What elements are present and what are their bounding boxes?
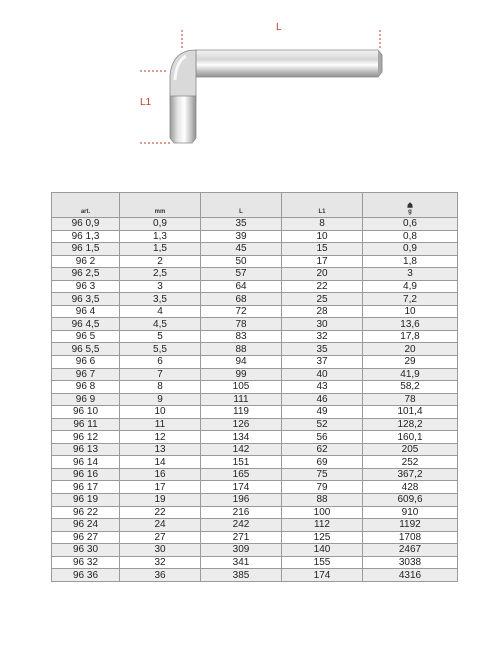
table-row (52, 230, 458, 243)
cell-mm: 12 (120, 431, 201, 444)
cell-art: 96 27 (52, 531, 120, 544)
table-row (52, 343, 458, 356)
cell-mm: 6 (120, 356, 201, 369)
table-row (52, 531, 458, 544)
cell-length: 134 (201, 431, 282, 444)
cell-short-arm: 125 (282, 531, 363, 544)
table-header-row (52, 193, 458, 218)
cell-short-arm: 88 (282, 494, 363, 507)
cell-mm: 11 (120, 418, 201, 431)
cell-art: 96 24 (52, 519, 120, 532)
short-arm (170, 96, 196, 143)
cell-weight: 3038 (363, 556, 458, 569)
cell-weight: 58,2 (363, 381, 458, 394)
cell-art: 96 16 (52, 468, 120, 481)
cell-short-arm: 140 (282, 544, 363, 557)
cell-art: 96 11 (52, 418, 120, 431)
cell-short-arm: 52 (282, 418, 363, 431)
cell-length: 50 (201, 255, 282, 268)
spec-table-body (52, 218, 458, 582)
cell-weight: 29 (363, 356, 458, 369)
cell-short-arm: 100 (282, 506, 363, 519)
cell-mm: 0,9 (120, 218, 201, 231)
cell-short-arm: 112 (282, 519, 363, 532)
cell-weight: 367,2 (363, 468, 458, 481)
cell-mm: 19 (120, 494, 201, 507)
cell-length: 64 (201, 280, 282, 293)
cell-length: 94 (201, 356, 282, 369)
cell-art: 96 14 (52, 456, 120, 469)
table-row (52, 218, 458, 231)
cell-art: 96 1,3 (52, 230, 120, 243)
cell-length: 341 (201, 556, 282, 569)
cell-length: 174 (201, 481, 282, 494)
cell-short-arm: 56 (282, 431, 363, 444)
cell-art: 96 32 (52, 556, 120, 569)
cell-weight: 128,2 (363, 418, 458, 431)
cell-art: 96 5 (52, 330, 120, 343)
cell-weight: 609,6 (363, 494, 458, 507)
cell-length: 242 (201, 519, 282, 532)
cell-length: 271 (201, 531, 282, 544)
spec-table (51, 192, 458, 582)
cell-weight: 1708 (363, 531, 458, 544)
cell-weight: 41,9 (363, 368, 458, 381)
cell-short-arm: 25 (282, 293, 363, 306)
cell-length: 45 (201, 243, 282, 256)
cell-short-arm: 62 (282, 443, 363, 456)
cell-art: 96 0,9 (52, 218, 120, 231)
cell-mm: 10 (120, 406, 201, 419)
table-row (52, 243, 458, 256)
cell-short-arm: 22 (282, 280, 363, 293)
cell-weight: 101,4 (363, 406, 458, 419)
cell-short-arm: 10 (282, 230, 363, 243)
cell-art: 96 1,5 (52, 243, 120, 256)
cell-length: 111 (201, 393, 282, 406)
cell-art: 96 19 (52, 494, 120, 507)
header-weight-unit: g (408, 209, 412, 215)
cell-weight: 205 (363, 443, 458, 456)
cell-art: 96 36 (52, 569, 120, 582)
cell-art: 96 2 (52, 255, 120, 268)
cell-short-arm: 37 (282, 356, 363, 369)
cell-weight: 3 (363, 268, 458, 281)
cell-short-arm: 30 (282, 318, 363, 331)
cell-short-arm: 17 (282, 255, 363, 268)
header-weight (363, 193, 458, 218)
cell-length: 126 (201, 418, 282, 431)
cell-short-arm: 8 (282, 218, 363, 231)
table-row (52, 293, 458, 306)
table-row (52, 381, 458, 394)
table-row (52, 268, 458, 281)
cell-mm: 5,5 (120, 343, 201, 356)
table-row (52, 494, 458, 507)
cell-length: 78 (201, 318, 282, 331)
cell-art: 96 13 (52, 443, 120, 456)
cell-mm: 32 (120, 556, 201, 569)
table-row (52, 506, 458, 519)
cell-short-arm: 43 (282, 381, 363, 394)
cell-art: 96 9 (52, 393, 120, 406)
cell-mm: 1,3 (120, 230, 201, 243)
cell-weight: 1,8 (363, 255, 458, 268)
cell-short-arm: 15 (282, 243, 363, 256)
cell-length: 57 (201, 268, 282, 281)
hex-key-illustration (0, 0, 500, 185)
cell-mm: 9 (120, 393, 201, 406)
cell-art: 96 17 (52, 481, 120, 494)
header-length: L (201, 193, 282, 218)
cell-mm: 30 (120, 544, 201, 557)
cell-short-arm: 69 (282, 456, 363, 469)
cell-length: 385 (201, 569, 282, 582)
cell-weight: 13,6 (363, 318, 458, 331)
cell-art: 96 3,5 (52, 293, 120, 306)
cell-weight: 910 (363, 506, 458, 519)
cell-mm: 7 (120, 368, 201, 381)
cell-short-arm: 155 (282, 556, 363, 569)
cell-weight: 2467 (363, 544, 458, 557)
table-row (52, 519, 458, 532)
cell-length: 216 (201, 506, 282, 519)
weight-icon (407, 202, 413, 208)
cell-mm: 3,5 (120, 293, 201, 306)
cell-mm: 1,5 (120, 243, 201, 256)
cell-length: 72 (201, 305, 282, 318)
cell-mm: 22 (120, 506, 201, 519)
cell-weight: 428 (363, 481, 458, 494)
cell-mm: 4 (120, 305, 201, 318)
cell-mm: 24 (120, 519, 201, 532)
table-row (52, 431, 458, 444)
cell-weight: 0,8 (363, 230, 458, 243)
dimension-label-short-arm: L1 (140, 97, 152, 108)
cell-art: 96 8 (52, 381, 120, 394)
cell-length: 83 (201, 330, 282, 343)
cell-short-arm: 32 (282, 330, 363, 343)
cell-short-arm: 35 (282, 343, 363, 356)
cell-length: 196 (201, 494, 282, 507)
table-row (52, 556, 458, 569)
cell-art: 96 10 (52, 406, 120, 419)
cell-length: 151 (201, 456, 282, 469)
cell-weight: 0,9 (363, 243, 458, 256)
cell-mm: 36 (120, 569, 201, 582)
table-row (52, 418, 458, 431)
cell-mm: 8 (120, 381, 201, 394)
cell-weight: 7,2 (363, 293, 458, 306)
cell-mm: 5 (120, 330, 201, 343)
cell-weight: 252 (363, 456, 458, 469)
cell-art: 96 22 (52, 506, 120, 519)
cell-weight: 4316 (363, 569, 458, 582)
cell-art: 96 3 (52, 280, 120, 293)
cell-length: 88 (201, 343, 282, 356)
cell-weight: 78 (363, 393, 458, 406)
cell-length: 165 (201, 468, 282, 481)
cell-mm: 16 (120, 468, 201, 481)
table-row (52, 544, 458, 557)
cell-mm: 14 (120, 456, 201, 469)
cell-weight: 1192 (363, 519, 458, 532)
cell-short-arm: 40 (282, 368, 363, 381)
cell-short-arm: 49 (282, 406, 363, 419)
cell-length: 39 (201, 230, 282, 243)
cell-art: 96 7 (52, 368, 120, 381)
cell-length: 68 (201, 293, 282, 306)
hex-key-diagram (0, 0, 500, 185)
cell-short-arm: 20 (282, 268, 363, 281)
cell-short-arm: 79 (282, 481, 363, 494)
table-row (52, 255, 458, 268)
cell-art: 96 12 (52, 431, 120, 444)
cell-art: 96 6 (52, 356, 120, 369)
cell-weight: 17,8 (363, 330, 458, 343)
cell-length: 105 (201, 381, 282, 394)
cell-length: 142 (201, 443, 282, 456)
cell-mm: 4,5 (120, 318, 201, 331)
cell-art: 96 4,5 (52, 318, 120, 331)
cell-mm: 2 (120, 255, 201, 268)
table-row (52, 443, 458, 456)
cell-mm: 27 (120, 531, 201, 544)
cell-art: 96 30 (52, 544, 120, 557)
header-short-arm: L1 (282, 193, 363, 218)
long-arm (196, 50, 382, 77)
cell-weight: 160,1 (363, 431, 458, 444)
cell-length: 309 (201, 544, 282, 557)
cell-art: 96 2,5 (52, 268, 120, 281)
dimension-label-length: L (276, 22, 282, 33)
table-row (52, 356, 458, 369)
table-row (52, 456, 458, 469)
cell-mm: 2,5 (120, 268, 201, 281)
cell-short-arm: 28 (282, 305, 363, 318)
cell-short-arm: 46 (282, 393, 363, 406)
cell-length: 99 (201, 368, 282, 381)
cell-weight: 20 (363, 343, 458, 356)
cell-art: 96 5,5 (52, 343, 120, 356)
table-row (52, 368, 458, 381)
cell-weight: 0,6 (363, 218, 458, 231)
cell-mm: 17 (120, 481, 201, 494)
table-row (52, 330, 458, 343)
table-row (52, 305, 458, 318)
cell-short-arm: 174 (282, 569, 363, 582)
cell-short-arm: 75 (282, 468, 363, 481)
cell-mm: 13 (120, 443, 201, 456)
table-row (52, 481, 458, 494)
cell-length: 119 (201, 406, 282, 419)
table-row (52, 406, 458, 419)
table-row (52, 318, 458, 331)
header-mm: mm (120, 193, 201, 218)
cell-art: 96 4 (52, 305, 120, 318)
cell-length: 35 (201, 218, 282, 231)
cell-weight: 10 (363, 305, 458, 318)
table-row (52, 569, 458, 582)
table-row (52, 468, 458, 481)
table-row (52, 280, 458, 293)
cell-weight: 4,9 (363, 280, 458, 293)
header-art: art. (52, 193, 120, 218)
table-row (52, 393, 458, 406)
cell-mm: 3 (120, 280, 201, 293)
